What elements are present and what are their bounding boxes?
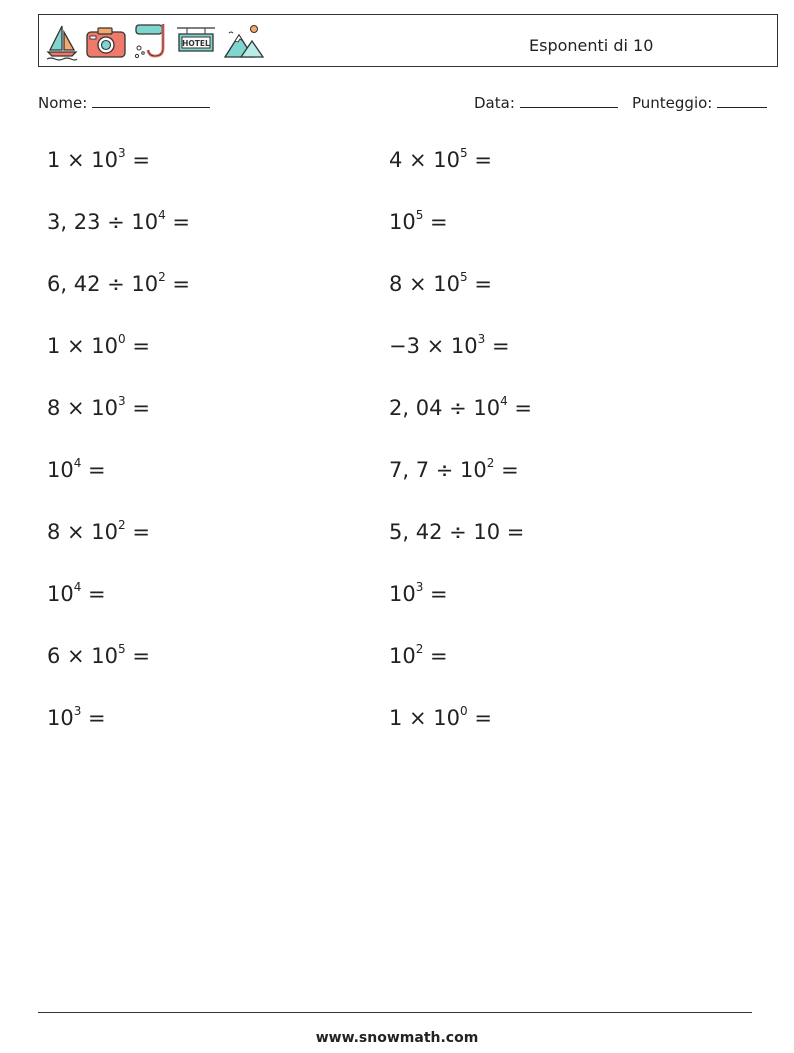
date-field[interactable]: [474, 93, 618, 112]
footer-divider: [38, 1012, 752, 1013]
score-blank[interactable]: [717, 93, 767, 108]
problem-exponent: 2: [158, 270, 166, 284]
problem-expression: 10: [389, 210, 416, 234]
problem-exponent: 4: [73, 580, 82, 594]
problem-exponent: 4: [500, 394, 508, 408]
score-field[interactable]: [632, 93, 767, 112]
problem-equals: =: [125, 644, 150, 668]
footer-url: www.snowmath.com: [315, 1030, 479, 1046]
problem-expression: 10: [47, 706, 74, 730]
problem-equals: =: [423, 644, 448, 668]
problem-expression: 10: [389, 644, 416, 668]
problem-left-4: [47, 334, 150, 358]
problem-left-2: [47, 210, 190, 234]
problem-equals: =: [507, 396, 533, 420]
problem-right-10: [389, 706, 492, 730]
problem-expression: 8 × 10: [47, 396, 119, 420]
camera-icon: [85, 25, 127, 59]
problem-exponent: 3: [73, 704, 82, 718]
problem-equals: =: [81, 458, 106, 482]
problem-expression: 1 × 10: [47, 334, 119, 358]
problem-equals: =: [165, 210, 191, 234]
problem-equals: =: [423, 210, 448, 234]
problem-expression: 1 × 10: [47, 148, 119, 172]
date-blank[interactable]: [520, 93, 618, 108]
problem-equals: =: [467, 706, 492, 730]
problem-left-1: [47, 148, 150, 172]
problem-expression: 8 × 10: [47, 520, 119, 544]
problem-exponent: 5: [118, 642, 126, 656]
mountains-icon: [223, 23, 265, 61]
problem-expression: 3, 23 ÷ 10: [47, 210, 159, 234]
name-field[interactable]: [38, 93, 210, 112]
problem-expression: 10: [47, 458, 74, 482]
problem-right-1: [389, 148, 492, 172]
problem-equals: =: [125, 396, 150, 420]
problem-right-9: [389, 644, 448, 668]
problem-left-5: [47, 396, 150, 420]
problem-left-6: [47, 458, 106, 482]
problem-expression: 5, 42 ÷ 10: [389, 520, 501, 544]
score-label: Punteggio:: [632, 94, 713, 112]
problem-equals: =: [165, 272, 191, 296]
problem-expression: 7, 7 ÷ 10: [389, 458, 487, 482]
problem-exponent: 5: [415, 208, 424, 222]
problem-exponent: 3: [118, 146, 126, 160]
date-label: Data:: [474, 94, 515, 112]
problem-right-4: [389, 334, 510, 358]
problem-equals: =: [125, 520, 150, 544]
name-label: Nome:: [38, 94, 88, 112]
problem-expression: 1 × 10: [389, 706, 461, 730]
problem-expression: 10: [389, 582, 416, 606]
problem-exponent: 2: [415, 642, 424, 656]
problem-exponent: 5: [460, 146, 468, 160]
hotel-sign-icon: [175, 25, 217, 59]
problem-right-3: [389, 272, 492, 296]
problem-left-7: [47, 520, 150, 544]
hotel-sign-text: HOTEL: [182, 39, 210, 48]
problem-equals: =: [467, 148, 492, 172]
problem-left-3: [47, 272, 190, 296]
problem-right-7: [389, 520, 524, 544]
problem-exponent: 3: [415, 580, 424, 594]
problem-expression: 6, 42 ÷ 10: [47, 272, 159, 296]
problem-right-8: [389, 582, 448, 606]
problem-equals: =: [485, 334, 510, 358]
problem-expression: 10: [47, 582, 74, 606]
problem-right-2: [389, 210, 448, 234]
problem-expression: 4 × 10: [389, 148, 461, 172]
worksheet-header: [38, 14, 778, 67]
problem-equals: =: [494, 458, 519, 482]
problem-left-9: [47, 644, 150, 668]
problem-left-8: [47, 582, 106, 606]
problem-expression: 6 × 10: [47, 644, 119, 668]
worksheet-title: Esponenti di 10: [529, 36, 654, 55]
problem-equals: =: [467, 272, 492, 296]
problem-exponent: 3: [118, 394, 126, 408]
problem-equals: =: [81, 706, 106, 730]
header-icons: [45, 21, 265, 63]
sailboat-icon: [45, 22, 79, 62]
problem-right-6: [389, 458, 519, 482]
problem-right-5: [389, 396, 532, 420]
name-blank[interactable]: [92, 93, 210, 108]
problem-exponent: 3: [477, 332, 486, 346]
problem-left-10: [47, 706, 106, 730]
problem-equals: =: [125, 334, 150, 358]
problem-exponent: 2: [486, 456, 495, 470]
problem-equals: =: [423, 582, 448, 606]
problem-exponent: 0: [118, 332, 126, 346]
snorkel-mask-icon: [133, 22, 169, 62]
problem-equals: =: [81, 582, 106, 606]
problem-expression: 8 × 10: [389, 272, 461, 296]
problem-expression: −3 × 10: [389, 334, 478, 358]
problem-equals: =: [500, 520, 525, 544]
problem-exponent: 4: [158, 208, 166, 222]
problem-exponent: 2: [118, 518, 126, 532]
problem-exponent: 4: [73, 456, 82, 470]
problem-expression: 2, 04 ÷ 10: [389, 396, 501, 420]
problem-exponent: 5: [460, 270, 468, 284]
problem-equals: =: [125, 148, 150, 172]
problem-exponent: 0: [460, 704, 468, 718]
